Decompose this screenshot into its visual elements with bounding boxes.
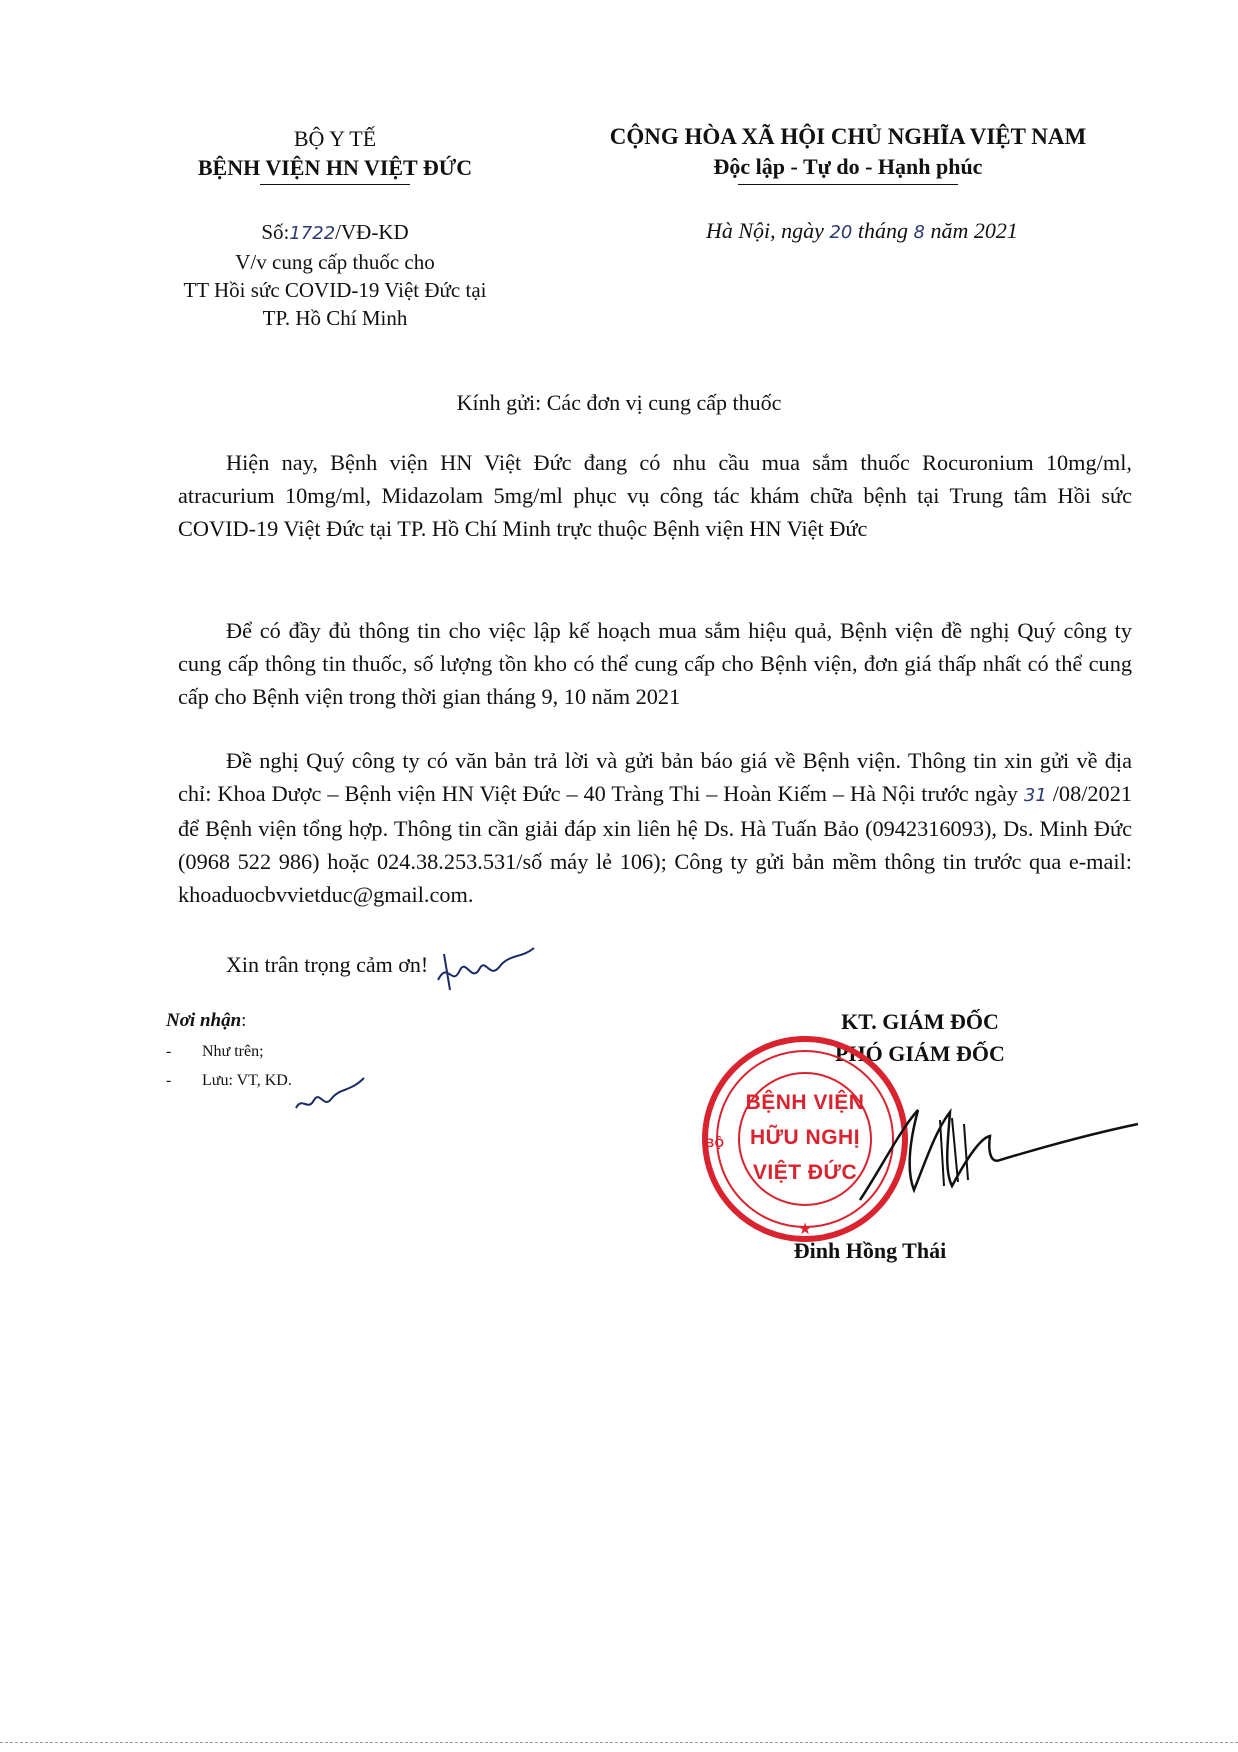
recipients-title bbox=[166, 1010, 246, 1032]
paragraph-2: Để có đầy đủ thông tin cho việc lập kế hoạch mua sắm hiệu quả, Bệnh viện đề nghị Quý công ty cung cấp thông tin thuốc, số lượng tồn kho có thể cung cấp cho Bệnh viện, đơn giá thấp nhất có thể cung cấp cho Bệnh viện trong thời gian tháng 9, 10 năm 2021 bbox=[178, 618, 1132, 709]
subject-line-2: TT Hồi sức COVID-19 Việt Đức tại bbox=[183, 278, 487, 302]
handwritten-signature bbox=[840, 1090, 1140, 1220]
date-month-label: tháng bbox=[857, 218, 908, 243]
hospital-name: BỆNH VIỆN HN VIỆT ĐỨC bbox=[197, 155, 473, 180]
signature-title-1: KT. GIÁM ĐỐC bbox=[841, 1009, 999, 1034]
closing-line: Xin trân trọng cảm ơn! bbox=[226, 952, 429, 977]
signature-title-2: PHÓ GIÁM ĐỐC bbox=[835, 1041, 1005, 1066]
doc-number-prefix: Số: bbox=[261, 220, 290, 244]
clerk-initials bbox=[290, 1070, 370, 1120]
issuer-header bbox=[150, 124, 520, 185]
svg-text:★: ★ bbox=[797, 1219, 813, 1238]
doc-number-handwritten: 1722 bbox=[289, 223, 336, 244]
recipient-item: - Như trên; bbox=[166, 1043, 264, 1060]
scan-edge-line bbox=[0, 1742, 1238, 1743]
paragraph-3-part-2: /08/2021 để Bệnh viện tổng hợp. Thông tin cần giải đáp xin liên hệ Ds. Hà Tuấn Bảo (0942316093), Ds. Minh Đức (0968 522 986) hoặc 024.38.253.531/số máy lẻ 106); Công ty gửi bản mềm thông tin trước qua e-mail: khoaduocbvvietduc@gmail.com. bbox=[178, 781, 1133, 907]
recipients-title-text: Nơi nhận bbox=[166, 1010, 242, 1031]
recipient-item-text: Lưu: VT, KD. bbox=[202, 1072, 292, 1089]
motto-underline bbox=[738, 184, 958, 185]
stamp-line-3: VIỆT ĐỨC bbox=[752, 1161, 858, 1184]
document-number bbox=[150, 218, 520, 248]
date-year: năm 2021 bbox=[930, 218, 1018, 243]
document-date bbox=[706, 218, 1018, 244]
paragraph-3-part-1: Đề nghị Quý công ty có văn bản trả lời và gửi bản báo giá về Bệnh viện. Thông tin xin gửi về địa chỉ: Khoa Dược – Bệnh viện HN Việt Đức – 40 Tràng Thi – Hoàn Kiếm – Hà Nội trước ngày bbox=[178, 748, 1132, 806]
initials-signature bbox=[430, 940, 540, 1000]
stamp-side-text: BỘ bbox=[705, 1136, 725, 1150]
national-motto: Độc lập - Tự do - Hạnh phúc bbox=[713, 154, 983, 179]
paragraph-1: Hiện nay, Bệnh viện HN Việt Đức đang có nhu cầu mua sắm thuốc Rocuronium 10mg/ml, atracurium 10mg/ml, Midazolam 5mg/ml phục vụ công tác khám chữa bệnh tại Trung tâm Hồi sức COVID-19 Việt Đức tại TP. Hồ Chí Minh trực thuộc Bệnh viện HN Việt Đức bbox=[178, 450, 1132, 541]
national-header bbox=[548, 122, 1148, 185]
stamp-line-1: BỆNH VIỆN bbox=[745, 1091, 865, 1114]
doc-number-suffix: /VĐ-KD bbox=[335, 220, 409, 244]
recipients-title-colon: : bbox=[241, 1010, 247, 1031]
date-month-handwritten: 8 bbox=[913, 222, 925, 243]
issuer-underline bbox=[260, 184, 410, 185]
subject-line-1: V/v cung cấp thuốc cho bbox=[235, 250, 435, 274]
date-place: Hà Nội, ngày bbox=[706, 218, 824, 243]
reference-block bbox=[150, 218, 520, 332]
greeting: Kính gửi: Các đơn vị cung cấp thuốc bbox=[456, 390, 782, 415]
recipient-item-text: Như trên; bbox=[202, 1043, 264, 1060]
subject-line-3: TP. Hồ Chí Minh bbox=[262, 306, 408, 330]
ministry-name: BỘ Y TẾ bbox=[293, 126, 377, 151]
stamp-line-2: HỮU NGHỊ bbox=[749, 1126, 861, 1149]
recipient-item: - Lưu: VT, KD. bbox=[166, 1072, 292, 1089]
country-name: CỘNG HÒA XÃ HỘI CHỦ NGHĨA VIỆT NAM bbox=[609, 124, 1087, 149]
deadline-day-handwritten: 31 bbox=[1023, 785, 1047, 806]
paragraph-3 bbox=[178, 744, 1132, 911]
signer-name: Đinh Hồng Thái bbox=[793, 1238, 947, 1263]
date-day-handwritten: 20 bbox=[829, 222, 853, 243]
